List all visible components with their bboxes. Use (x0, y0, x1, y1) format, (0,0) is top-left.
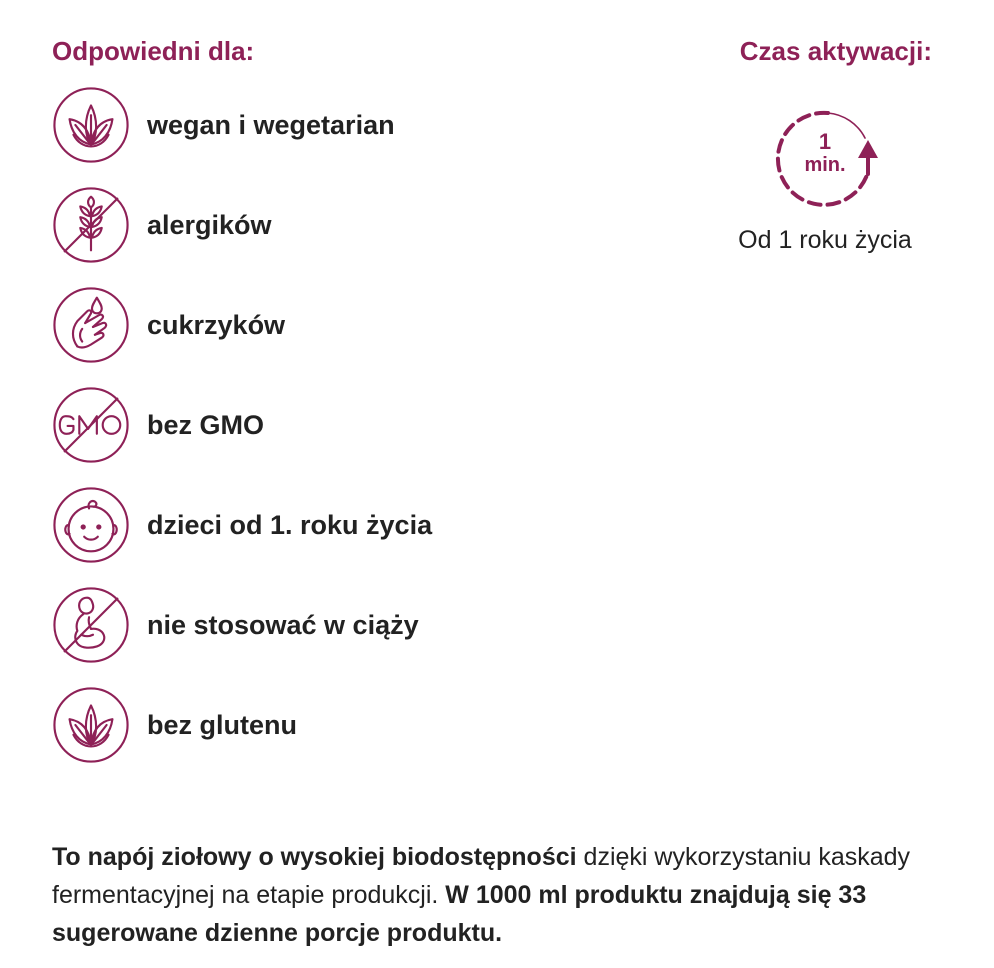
feature-children (52, 486, 432, 586)
feature-label: bez glutenu (147, 710, 297, 740)
feature-diabetic (52, 286, 432, 386)
gmo-crossed-icon (52, 386, 130, 464)
activation-time-heading: Czas aktywacji: (739, 36, 932, 66)
activation-block (700, 100, 950, 256)
description-bold-intro: To napój ziołowy o wysokiej biodostępności (52, 843, 577, 871)
timer-badge (765, 100, 885, 220)
timer-value: 1 (818, 129, 832, 154)
feature-label: wegan i wegetarian (147, 110, 395, 140)
feature-label: cukrzyków (147, 310, 286, 340)
leaf-icon (52, 86, 130, 164)
feature-label: dzieci od 1. roku życia (147, 510, 433, 540)
suitable-for-list (52, 86, 432, 786)
product-description (52, 838, 942, 952)
wheat-crossed-icon (52, 186, 130, 264)
age-note: Od 1 roku życia (738, 226, 912, 254)
feature-label: nie stosować w ciąży (147, 610, 419, 640)
feature-vegan (52, 86, 432, 186)
description-bold-portions: W 1000 ml produktu znajdują się 33 sugerowane dzienne porcje produktu. (52, 881, 867, 947)
finger-drop-icon (52, 286, 130, 364)
leaf-icon (52, 686, 130, 764)
feature-label: alergików (147, 210, 272, 240)
pregnancy-crossed-icon (52, 586, 130, 664)
feature-label: bez GMO (147, 410, 265, 440)
feature-gluten-free (52, 686, 432, 786)
baby-face-icon (52, 486, 130, 564)
description-text: dzięki wykorzystaniu kaskady fermentacyjnej na etapie produkcji. (52, 843, 911, 909)
feature-pregnancy (52, 586, 432, 686)
suitable-for-heading: Odpowiedni dla: (52, 36, 255, 66)
timer-unit: min. (804, 154, 846, 176)
feature-no-gmo (52, 386, 432, 486)
feature-allergy (52, 186, 432, 286)
